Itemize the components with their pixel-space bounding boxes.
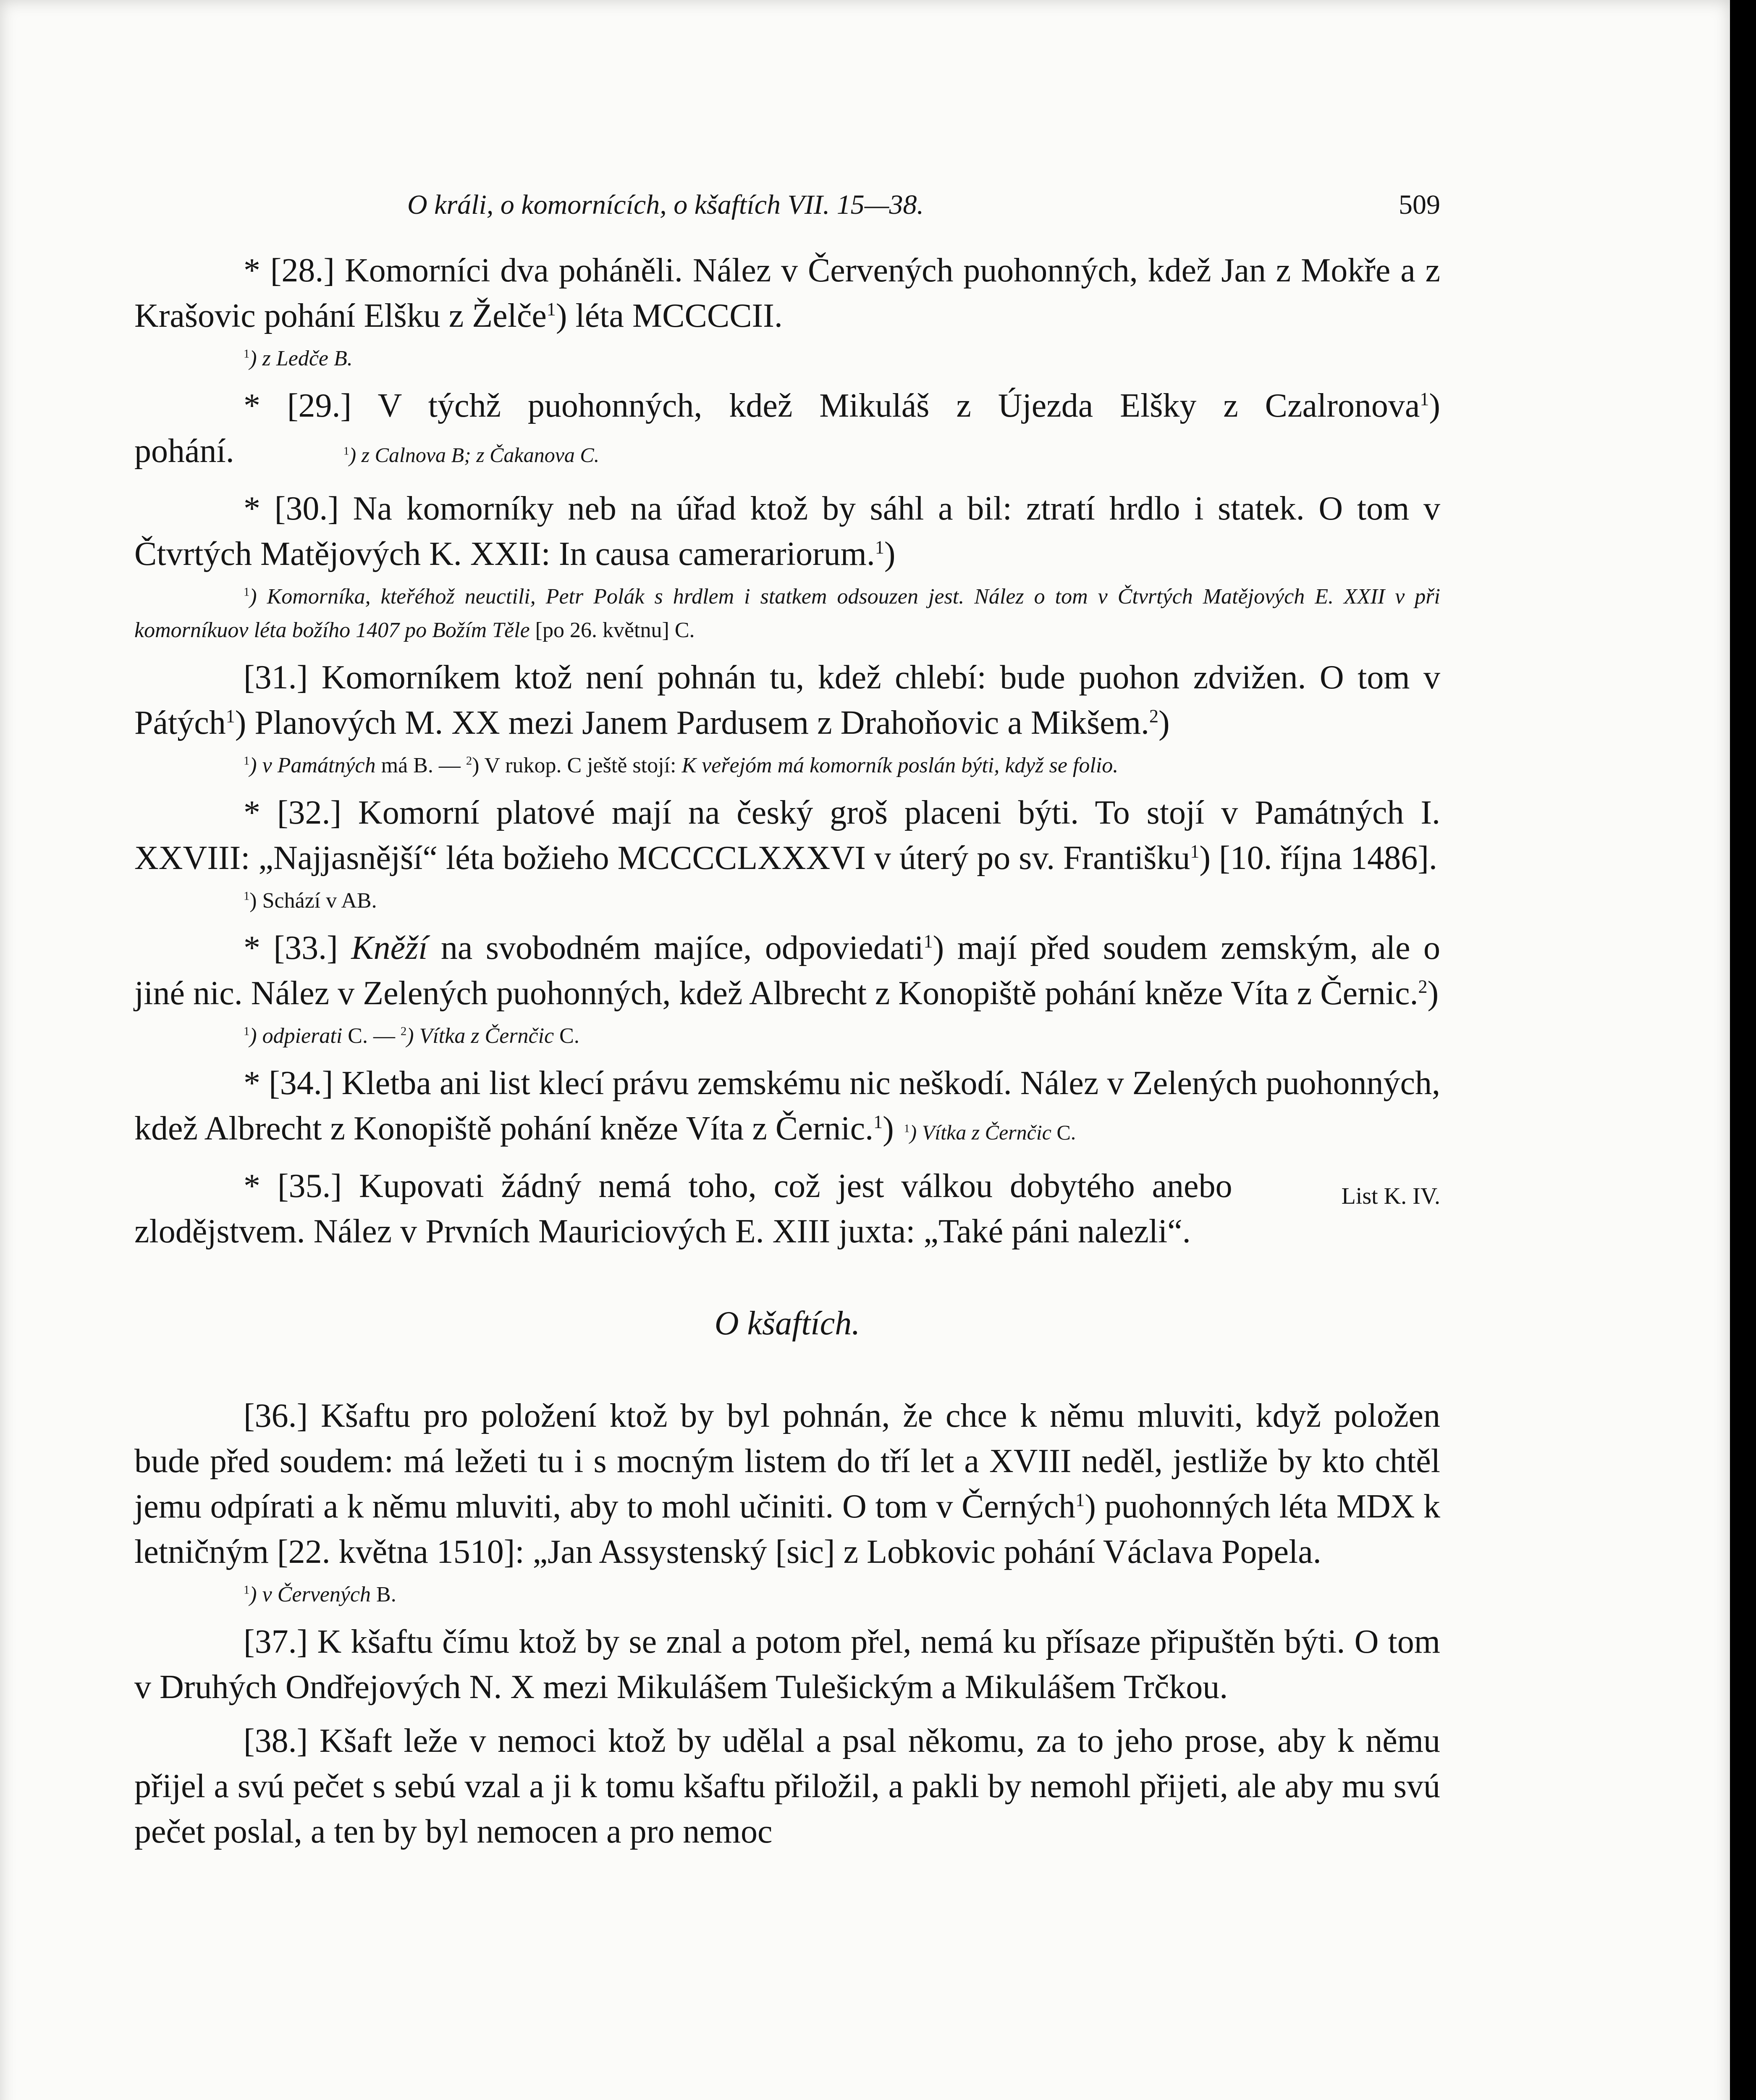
note-marker: 1	[225, 706, 235, 727]
footnote-text: ) V rukop. C ještě stojí:	[472, 753, 682, 777]
footnote-text: ) Vítka z Černčic	[909, 1121, 1051, 1144]
footnote-text: K veřejóm má komorník poslán býti, když se folio.	[681, 753, 1119, 777]
footnote-marker: 1	[244, 1583, 250, 1597]
running-title: O králi, o komornících, o kšaftích VII. 15—38.	[407, 189, 924, 220]
footnote-text: ) odpierati	[249, 1024, 343, 1048]
paragraph-text: [31.] Komorníkem ktož není pohnán tu, kdež chlebí: bude puohon zdvižen. O tom v Pátých	[134, 659, 1440, 741]
footnote-text: ) v Památných	[249, 753, 376, 777]
note-marker: 1	[875, 537, 884, 558]
side-reference: List K. IV.	[1341, 1183, 1440, 1209]
note-marker: 1	[1420, 388, 1429, 410]
footnote-marker: 1	[244, 1025, 250, 1038]
paragraph-33	[134, 925, 1440, 1016]
footnote-marker: 1	[244, 585, 250, 599]
footnote-text: má B. —	[375, 753, 466, 777]
footnote-32	[134, 884, 1440, 918]
paragraph-text: ) léta MCCCCII.	[556, 297, 783, 334]
footnote-text: ) Komorníka, kteřéhož neuctili, Petr Polák s hrdlem i statkem odsouzen jest. Nález o tom v Čtvrtých Matějových E. XXII v při komorníkuov léta božího 1407 po Božím Těle	[134, 585, 1440, 642]
note-marker: 1	[873, 1111, 883, 1132]
footnote-marker: 1	[244, 754, 250, 768]
paragraph-28	[134, 248, 1440, 339]
paragraph-text: )	[1158, 704, 1170, 741]
note-marker: 1	[1190, 841, 1200, 862]
page-content	[134, 176, 1440, 1854]
footnote-marker: 1	[343, 444, 349, 457]
paragraph-36	[134, 1393, 1440, 1575]
footnote-text: ) z Calnova B; z Čakanova C.	[349, 443, 600, 467]
page-header	[134, 176, 1440, 231]
footnote-marker: 1	[244, 890, 250, 903]
paragraph-34	[134, 1060, 1440, 1155]
paragraph-text: ) Planových M. XX mezi Janem Pardusem z Drahoňovic a Mikšem.	[235, 704, 1150, 741]
paragraph-text: * [33.]	[244, 929, 351, 966]
paragraph-text: ) pohání.	[134, 387, 1440, 470]
paragraph-text: * [34.] Kletba ani list klecí právu zemskému nic neškodí. Nález v Zelených puohonných, kdež Albrecht z Konopiště pohání kněze Víta z Černic.	[134, 1065, 1440, 1147]
note-marker: 1	[546, 299, 556, 320]
note-marker: 1	[1075, 1489, 1085, 1510]
footnote-text: ) v Červených	[249, 1583, 371, 1606]
footnote-text: ) Schází v AB.	[249, 889, 377, 913]
footnote-28	[134, 342, 1440, 375]
footnote-text: [po 26. květnu] C.	[529, 618, 695, 642]
paragraph-32	[134, 790, 1440, 881]
footnote-marker: 1	[904, 1121, 910, 1135]
note-marker: 2	[1418, 976, 1428, 997]
footnote-text: C. —	[342, 1024, 401, 1048]
paragraph-37: [37.] K kšaftu čímu ktož by se znal a potom přel, nemá ku přísaze připuštěn býti. O tom v Druhých Ondřejových N. X mezi Mikulášem Tulešickým a Mikulášem Trčkou.	[134, 1623, 1440, 1706]
footnote-30	[134, 580, 1440, 647]
note-marker: 2	[1149, 706, 1159, 727]
footnote-text: ) Vítka z Černčic	[406, 1024, 554, 1048]
paragraph-text: [36.] Kšaftu pro položení ktož by byl pohnán, že chce k němu mluviti, když položen bude před soudem: má ležeti tu i s mocným listem do tří let a XVIII neděl, jestliže by kto chtěl jemu odpírati a k němu mluviti, aby to mohl učiniti. O tom v Černých	[134, 1397, 1440, 1525]
paragraph-text: ) puohonných léta MDX k letničným [22. května 1510]: „Jan Assystenský [sic] z Lobkovic pohání Václava Popela.	[134, 1488, 1440, 1570]
section-title: O kšaftích.	[714, 1305, 860, 1342]
footnote-36	[134, 1578, 1440, 1612]
footnote-31	[134, 749, 1440, 782]
footnote-text: C.	[1051, 1121, 1076, 1144]
paragraph-30	[134, 486, 1440, 577]
footnote-29	[343, 443, 600, 467]
paragraph-text: )	[884, 536, 896, 572]
paragraph-31	[134, 655, 1440, 746]
footnote-marker: 1	[244, 347, 250, 361]
paragraph-text: na svobodném majíce, odpoviedati	[427, 929, 924, 966]
footnote-text: C.	[554, 1024, 579, 1048]
paragraph-38: [38.] Kšaft leže v nemoci ktož by udělal a psal někomu, za to jeho prose, aby k němu přijel a svú pečet s sebú vzal a ji k tomu kšaftu přiložil, a pakli by nemohl přijeti, ale aby mu svú pečet poslal, a ten by byl nemocen a pro nemoc	[134, 1722, 1440, 1850]
paragraph-text: Kněží	[351, 929, 428, 966]
paragraph-text: )	[1427, 975, 1439, 1012]
paragraph-35	[134, 1163, 1440, 1254]
footnote-marker: 2	[400, 1025, 407, 1038]
footnote-text: ) z Ledče B.	[249, 346, 353, 370]
paragraph-text: )	[883, 1110, 894, 1147]
paragraph-text: * [28.] Komorníci dva poháněli. Nález v Červených puohonných, kdež Jan z Mokře a z Krašovic pohání Elšku z Želče	[134, 252, 1440, 334]
footnote-marker: 2	[466, 754, 472, 768]
paragraph-text: ) [10. října 1486].	[1199, 840, 1437, 877]
paragraph-text: * [32.] Komorní platové mají na český groš placeni býti. To stojí v Památných I. XXVIII: „Najjasnější“ léta božieho MCCCCLXXXVI v úterý po sv. Františku	[134, 794, 1440, 877]
note-marker: 1	[923, 931, 933, 952]
footnote-text: B.	[371, 1583, 396, 1606]
paragraph-29	[134, 383, 1440, 478]
footnote-33	[134, 1019, 1440, 1053]
paragraph-text: * [30.] Na komorníky neb na úřad ktož by sáhl a bil: ztratí hrdlo i statek. O tom v Čtvrtých Matějových K. XXII: In causa camerariorum.	[134, 490, 1440, 572]
paragraph-text: ) mají před soudem zemským, ale o jiné nic. Nález v Zelených puohonných, kdež Albrecht z Konopiště pohání kněze Víta z Černic.	[134, 929, 1441, 1012]
paragraph-text: * [29.] V týchž puohonných, kdež Mikuláš z Újezda Elšky z Czalronova	[244, 387, 1420, 424]
paragraph-text: * [35.] Kupovati žádný nemá toho, což jest válkou dobytého anebo zlodějstvem. Nález v Prvních Mauriciových E. XIII juxta: „Také páni nalezli“.	[134, 1168, 1232, 1250]
footnote-34	[904, 1121, 1076, 1144]
page-number: 509	[1399, 189, 1440, 220]
